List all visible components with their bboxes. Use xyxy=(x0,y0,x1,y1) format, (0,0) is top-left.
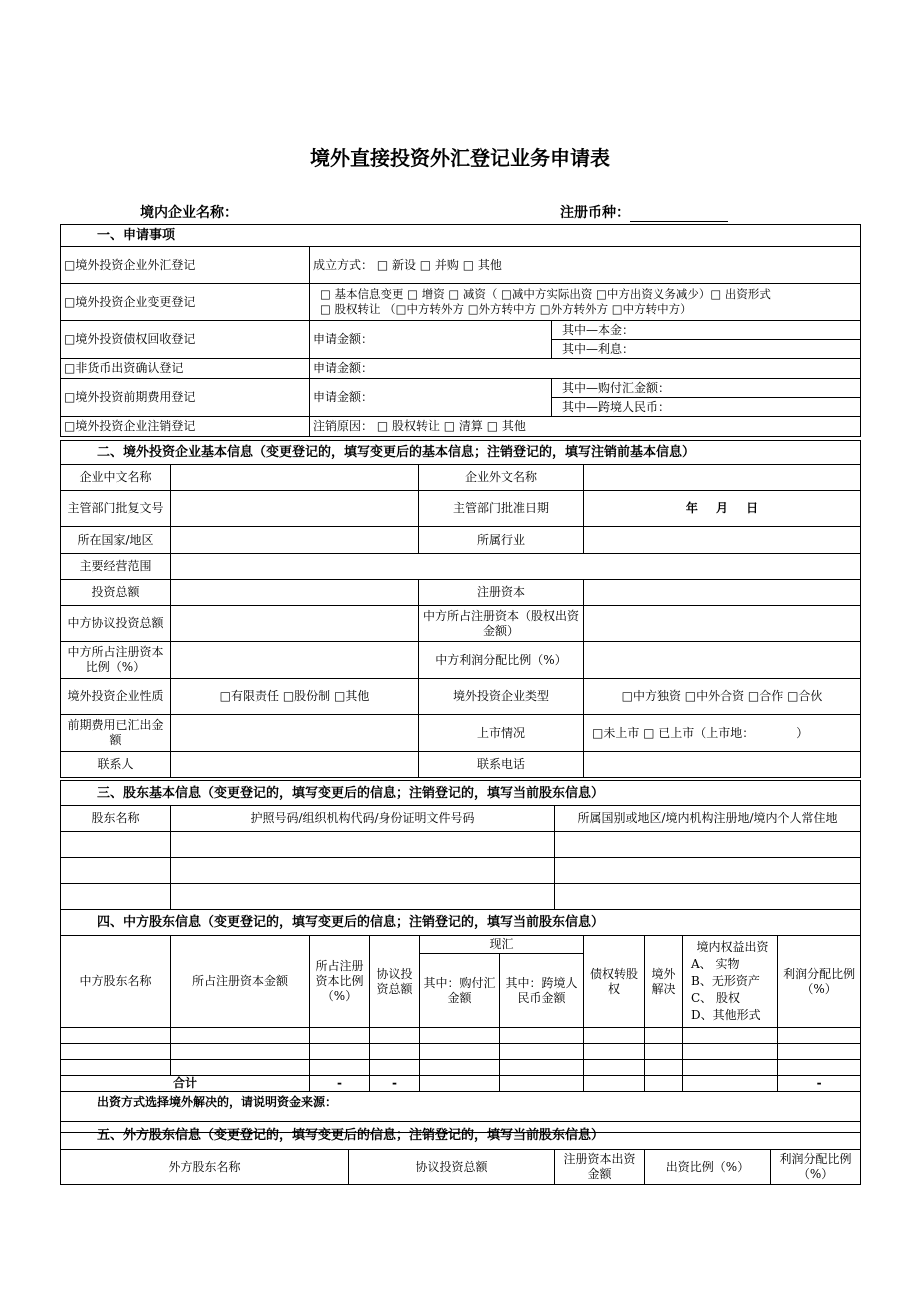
cn-shareholder-name-header: 中方股东名称 xyxy=(61,936,171,1028)
contact-label: 联系人 xyxy=(61,752,171,778)
section-3-heading: 三、股东基本信息（变更登记的，填写变更后的信息；注销登记的，填写当前股东信息） xyxy=(61,781,861,806)
fund-source-field[interactable]: 出资方式选择境外解决的，请说明资金来源： xyxy=(61,1092,861,1133)
table-row xyxy=(61,858,861,884)
checkbox-fx-registration[interactable]: □境外投资企业外汇登记 xyxy=(61,247,310,284)
shareholder-name-header: 股东名称 xyxy=(61,806,171,832)
foreign-reg-amount-header: 注册资本出资金额 xyxy=(555,1150,645,1185)
section-1-heading: 一、申请事项 xyxy=(61,225,861,247)
table-row xyxy=(61,1060,861,1076)
nature-options[interactable]: □有限责任 □股份制 □其他 xyxy=(171,679,419,715)
invest-total-field[interactable] xyxy=(171,580,419,606)
cn-profit-ratio-label: 中方利润分配比例（%） xyxy=(419,642,584,679)
listing-label: 上市情况 xyxy=(419,715,584,752)
cn-reg-share-field[interactable] xyxy=(584,606,861,642)
checkbox-deregistration[interactable]: □境外投资企业注销登记 xyxy=(61,417,310,437)
currency-field[interactable] xyxy=(630,207,728,222)
reg-capital-field[interactable] xyxy=(584,580,861,606)
cn-name-field[interactable] xyxy=(171,465,419,491)
en-name-field[interactable] xyxy=(584,465,861,491)
table-row xyxy=(61,1044,861,1060)
approval-no-label: 主管部门批复文号 xyxy=(61,491,171,527)
change-options-line2: □ 股权转让 （□中方转外方 □外方转中方 □外方转外方 □中方转中方） xyxy=(320,302,692,316)
country-label: 所在国家/地区 xyxy=(61,527,171,554)
table-row xyxy=(61,884,861,910)
nonmonetary-amount-field[interactable]: 申请金额： xyxy=(310,359,861,379)
foreign-agreed-header: 协议投资总额 xyxy=(349,1150,555,1185)
total-agreed: - xyxy=(370,1076,420,1092)
interest-field[interactable]: 其中—利息： xyxy=(552,340,861,359)
phone-field[interactable] xyxy=(584,752,861,778)
phone-label: 联系电话 xyxy=(419,752,584,778)
cross-border-rmb-field[interactable]: 其中—跨境人民币： xyxy=(552,398,861,417)
domestic-equity-header: 境内权益出资 A、 实物 B、无形资产 C、 股权 D、其他形式 xyxy=(683,936,778,1028)
establish-method-options[interactable]: 成立方式： □ 新设 □ 并购 □ 其他 xyxy=(310,247,861,284)
type-label: 境外投资企业类型 xyxy=(419,679,584,715)
approval-date-label: 主管部门批准日期 xyxy=(419,491,584,527)
cash-header: 现汇 xyxy=(420,936,584,954)
purchase-fx-field[interactable]: 其中—购付汇金额： xyxy=(552,379,861,398)
total-row xyxy=(61,1076,861,1092)
country-region-header: 所属国别或地区/境内机构注册地/境内个人常住地 xyxy=(555,806,861,832)
cn-profit-ratio-field[interactable] xyxy=(584,642,861,679)
approval-no-field[interactable] xyxy=(171,491,419,527)
foreign-ratio-header: 出资比例（%） xyxy=(645,1150,771,1185)
industry-label: 所属行业 xyxy=(419,527,584,554)
change-options[interactable] xyxy=(310,284,861,321)
listing-options[interactable]: □未上市 □ 已上市（上市地： ） xyxy=(584,715,861,752)
table-row xyxy=(61,1028,861,1044)
cn-reg-amount-header: 所占注册资本金额 xyxy=(171,936,310,1028)
section-4-heading: 四、中方股东信息（变更登记的，填写变更后的信息；注销登记的，填写当前股东信息） xyxy=(61,910,861,936)
cn-reg-share-label: 中方所占注册资本（股权出资金额） xyxy=(419,606,584,642)
contact-field[interactable] xyxy=(171,752,419,778)
foreign-shareholder-name-header: 外方股东名称 xyxy=(61,1150,349,1185)
profit-ratio-header: 利润分配比例（%） xyxy=(778,936,861,1028)
en-name-label: 企业外文名称 xyxy=(419,465,584,491)
section-2-table xyxy=(60,440,861,778)
cn-reg-ratio-header: 所占注册资本比例（%） xyxy=(310,936,370,1028)
prefee-label: 前期费用已汇出金额 xyxy=(61,715,171,752)
cn-agreed-field[interactable] xyxy=(171,606,419,642)
total-profit-ratio: - xyxy=(778,1076,861,1092)
cn-reg-ratio-field[interactable] xyxy=(171,642,419,679)
cn-reg-ratio-label: 中方所占注册资本比例（%） xyxy=(61,642,171,679)
checkbox-change-registration[interactable]: □境外投资企业变更登记 xyxy=(61,284,310,321)
approval-date-field[interactable]: 年 月 日 xyxy=(584,491,861,527)
invest-total-label: 投资总额 xyxy=(61,580,171,606)
scope-field[interactable] xyxy=(171,554,861,580)
id-number-header: 护照号码/组织机构代码/身份证明文件号码 xyxy=(171,806,555,832)
type-options[interactable]: □中方独资 □中外合资 □合作 □合伙 xyxy=(584,679,861,715)
table-row xyxy=(61,832,861,858)
section-1-table xyxy=(60,224,861,437)
reg-capital-label: 注册资本 xyxy=(419,580,584,606)
section-5-table xyxy=(60,1121,861,1185)
deregistration-reason-options[interactable]: 注销原因： □ 股权转让 □ 清算 □ 其他 xyxy=(310,417,861,437)
foreign-profit-ratio-header: 利润分配比例（%） xyxy=(771,1150,861,1185)
purchase-fx-header: 其中：购付汇金额 xyxy=(420,954,500,1028)
prefee-amount-field[interactable]: 申请金额： xyxy=(310,379,552,417)
checkbox-debt-recovery[interactable]: □境外投资债权回收登记 xyxy=(61,321,310,359)
company-name-label: 境内企业名称： xyxy=(140,205,238,221)
section-4-table xyxy=(60,909,861,1133)
scope-label: 主要经营范围 xyxy=(61,554,171,580)
debt-amount-field[interactable]: 申请金额： xyxy=(310,321,552,359)
section-5-heading: 五、外方股东信息（变更登记的，填写变更后的信息；注销登记的，填写当前股东信息） xyxy=(61,1122,861,1150)
section-2-heading: 二、境外投资企业基本信息（变更登记的，填写变更后的基本信息；注销登记的，填写注销前基本信息） xyxy=(61,441,861,465)
change-options-line1: □ 基本信息变更 □ 增资 □ 减资（ □减中方实际出资 □中方出资义务减少）□ 出资形式 xyxy=(320,287,771,301)
cn-agreed-label: 中方协议投资总额 xyxy=(61,606,171,642)
principal-field[interactable]: 其中—本金： xyxy=(552,321,861,340)
overseas-solution-header: 境外解决 xyxy=(645,936,683,1028)
prefee-field[interactable] xyxy=(171,715,419,752)
section-3-table xyxy=(60,780,861,910)
total-label: 合计 xyxy=(61,1076,310,1092)
debt-to-equity-header: 债权转股权 xyxy=(584,936,645,1028)
checkbox-nonmonetary[interactable]: □非货币出资确认登记 xyxy=(61,359,310,379)
cn-name-label: 企业中文名称 xyxy=(61,465,171,491)
total-reg-ratio: - xyxy=(310,1076,370,1092)
cross-border-rmb-header: 其中：跨境人民币金额 xyxy=(500,954,584,1028)
industry-field[interactable] xyxy=(584,527,861,554)
form-title: 境外直接投资外汇登记业务申请表 xyxy=(310,146,610,170)
cn-agreed-header: 协议投资总额 xyxy=(370,936,420,1028)
country-field[interactable] xyxy=(171,527,419,554)
checkbox-prefee[interactable]: □境外投资前期费用登记 xyxy=(61,379,310,417)
nature-label: 境外投资企业性质 xyxy=(61,679,171,715)
currency-label: 注册币种： xyxy=(560,202,728,222)
